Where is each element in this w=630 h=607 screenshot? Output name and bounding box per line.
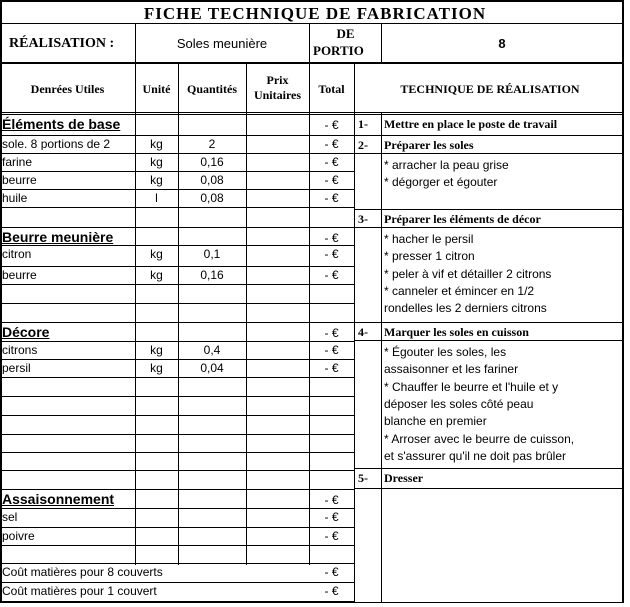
grid-line xyxy=(0,227,354,228)
col-header-denrees: Denrées Utiles xyxy=(30,82,105,96)
grid-line xyxy=(354,62,355,603)
realisation-value: Soles meunière xyxy=(176,36,268,51)
step-detail: * canneler et émincer en 1/2 xyxy=(384,283,535,298)
ingredient-name: farine xyxy=(2,156,33,168)
realisation-label: RÉALISATION : xyxy=(9,36,115,51)
grid-line xyxy=(0,527,354,528)
grid-line xyxy=(0,359,354,360)
section-title-assaisonnement: Assaisonnement xyxy=(2,491,115,507)
grid-line xyxy=(354,340,622,341)
grid-line xyxy=(0,545,354,546)
total-cell: - € xyxy=(324,326,339,340)
total-cell: - € xyxy=(324,584,339,598)
total-cell: - € xyxy=(324,118,339,132)
ingredient-name: citrons xyxy=(2,344,38,356)
grid-line xyxy=(354,209,622,210)
step-number: 4- xyxy=(358,325,368,339)
col-header-total: Total xyxy=(318,82,345,96)
col-header-prix-line2: Unitaires xyxy=(253,88,302,102)
ingredient-unit: kg xyxy=(150,137,163,151)
grid-line xyxy=(0,0,622,2)
grid-line xyxy=(622,0,624,603)
total-cell: - € xyxy=(324,137,339,151)
grid-line xyxy=(354,153,622,154)
grid-line xyxy=(354,488,622,489)
grid-line xyxy=(0,114,354,115)
total-cell: - € xyxy=(324,231,339,245)
ingredient-name: citron xyxy=(2,248,32,260)
ingredient-quantity: 0,04 xyxy=(200,361,224,375)
ingredient-quantity: 2 xyxy=(208,137,216,151)
grid-line xyxy=(381,112,382,603)
step-title: Préparer les éléments de décor xyxy=(384,212,541,226)
total-cell: - € xyxy=(324,247,339,261)
ingredient-quantity: 0,16 xyxy=(200,155,224,169)
grid-line xyxy=(0,284,354,285)
ingredient-name: persil xyxy=(2,362,31,374)
step-title: Mettre en place le poste de travail xyxy=(384,117,558,131)
grid-line xyxy=(0,322,354,323)
step-detail: * arracher la peau grise xyxy=(384,158,509,172)
cost-8-label: Coût matières pour 8 couverts xyxy=(2,565,163,579)
step-detail: * peler à vif et détailler 2 citrons xyxy=(384,266,552,281)
total-cell: - € xyxy=(324,361,339,375)
grid-line xyxy=(0,303,354,304)
grid-line xyxy=(354,135,622,136)
step-number: 2- xyxy=(358,138,368,152)
step-detail: * hacher le persil xyxy=(384,232,474,246)
total-cell: - € xyxy=(324,155,339,169)
ingredient-name: huile xyxy=(2,192,28,204)
total-cell: - € xyxy=(324,343,339,357)
grid-line xyxy=(0,112,622,113)
ingredient-quantity: 0,16 xyxy=(200,268,224,282)
ingredient-name: sel xyxy=(2,511,18,523)
ingredient-unit: kg xyxy=(150,361,163,375)
grid-line xyxy=(0,563,354,564)
grid-line xyxy=(354,468,622,469)
total-cell: - € xyxy=(324,173,339,187)
grid-line xyxy=(0,207,354,208)
ingredient-quantity: 0,1 xyxy=(203,247,221,261)
ingredient-name: sole. 8 portions de 2 xyxy=(2,138,111,150)
step-detail: et s'assurer qu'il ne doit pas brûler xyxy=(384,448,567,463)
section-title-meuniere: Beurre meunière xyxy=(2,229,114,245)
col-header-prix-line1: Prix xyxy=(266,73,289,87)
grid-line xyxy=(0,601,354,602)
step-detail: blanche en premier xyxy=(384,414,487,429)
ingredient-quantity: 0,08 xyxy=(200,173,224,187)
grid-line xyxy=(0,189,354,190)
cost-1-label: Coût matières pour 1 couvert xyxy=(2,584,157,598)
ingredient-unit: kg xyxy=(150,343,163,357)
grid-line xyxy=(0,377,354,378)
grid-line xyxy=(0,341,354,342)
ingredient-quantity: 0,08 xyxy=(200,191,224,205)
portion-label-line1: DE xyxy=(336,26,355,41)
total-cell: - € xyxy=(324,529,339,543)
ingredient-quantity: 0,4 xyxy=(203,343,221,357)
step-detail: déposer les soles côté peau xyxy=(384,396,534,411)
grid-line xyxy=(0,489,354,490)
ingredient-unit: kg xyxy=(150,268,163,282)
step-detail: * Chauffer le beurre et l'huile et y xyxy=(384,379,559,394)
grid-line xyxy=(0,62,622,64)
section-title-base: Éléments de base xyxy=(2,116,121,132)
grid-line xyxy=(0,470,354,471)
grid-line xyxy=(0,135,354,136)
step-number: 5- xyxy=(358,471,368,485)
total-cell: - € xyxy=(324,493,339,507)
section-title-decore: Décore xyxy=(2,324,50,340)
step-title: Marquer les soles en cuisson xyxy=(384,325,529,339)
col-header-technique: TECHNIQUE DE RÉALISATION xyxy=(400,82,580,96)
ingredient-unit: kg xyxy=(150,173,163,187)
grid-line xyxy=(0,153,354,154)
grid-line xyxy=(354,322,622,323)
step-detail: * Arroser avec le beurre de cuisson, xyxy=(384,431,575,446)
col-header-unite: Unité xyxy=(142,82,171,96)
grid-line xyxy=(0,434,354,435)
col-header-quantites: Quantités xyxy=(186,82,237,96)
total-cell: - € xyxy=(324,191,339,205)
ingredient-unit: kg xyxy=(150,247,163,261)
grid-line xyxy=(0,266,354,267)
sheet-title: FICHE TECHNIQUE DE FABRICATION xyxy=(143,4,487,23)
ingredient-name: poivre xyxy=(2,530,35,542)
grid-line xyxy=(0,396,354,397)
grid-line xyxy=(0,245,354,246)
grid-line xyxy=(0,582,354,583)
total-cell: - € xyxy=(324,268,339,282)
grid-line xyxy=(0,602,622,603)
total-cell: - € xyxy=(324,510,339,524)
step-detail: rondelles les 2 derniers citrons xyxy=(384,301,547,316)
ingredient-name: beurre xyxy=(2,269,37,281)
step-detail: assaisonner et les fariner xyxy=(384,362,519,377)
portion-label-line2: PORTIO xyxy=(313,43,364,58)
step-detail: * dégorger et égouter xyxy=(384,175,498,190)
ingredient-unit: kg xyxy=(150,155,163,169)
step-title: Dresser xyxy=(384,471,424,485)
grid-line xyxy=(0,452,354,453)
grid-line xyxy=(354,114,622,115)
grid-line xyxy=(354,227,622,228)
step-detail: * Égouter les soles, les xyxy=(384,345,507,359)
grid-line xyxy=(0,171,354,172)
step-number: 3- xyxy=(358,212,368,226)
portion-value: 8 xyxy=(498,36,506,51)
ingredient-unit: l xyxy=(155,191,158,205)
grid-line xyxy=(0,415,354,416)
step-detail: * presser 1 citron xyxy=(384,249,475,264)
grid-line xyxy=(0,23,622,24)
total-cell: - € xyxy=(324,565,339,579)
step-number: 1- xyxy=(358,117,368,131)
ingredient-name: beurre xyxy=(2,174,37,186)
step-title: Préparer les soles xyxy=(384,138,474,152)
grid-line xyxy=(0,508,354,509)
